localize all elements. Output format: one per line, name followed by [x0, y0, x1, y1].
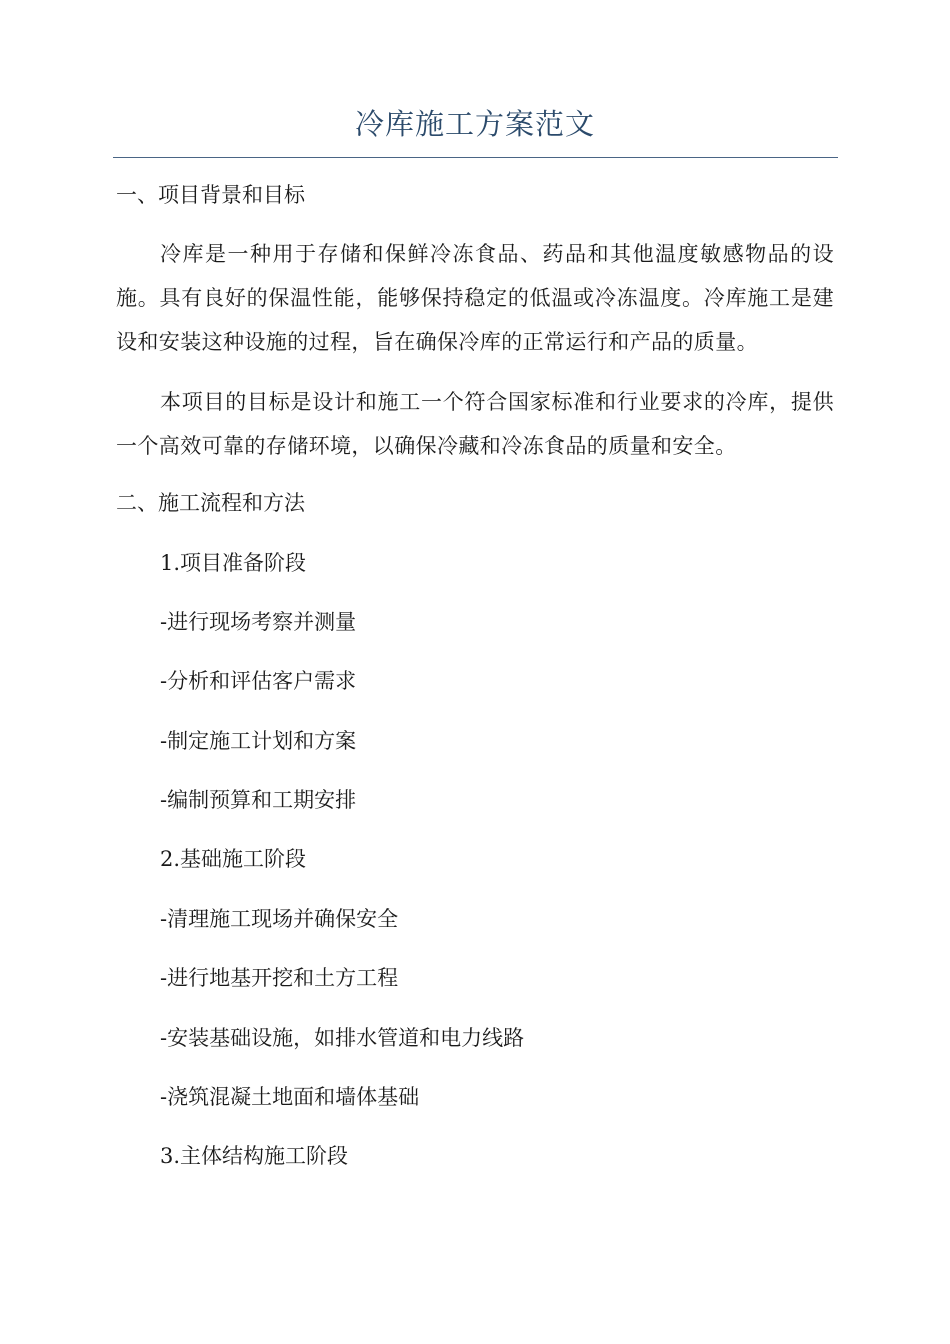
paragraph-background: 冷库是一种用于存储和保鲜冷冻食品、药品和其他温度敏感物品的设施。具有良好的保温性能，能够保持稳定的低温或冷冻温度。冷库施工是建设和安装这种设施的过程，旨在确保冷库的正常运行和产品的质量。: [116, 242, 834, 354]
title-divider: [113, 157, 838, 158]
list-item: -编制预算和工期安排: [160, 788, 357, 812]
stage-heading-2: 2.基础施工阶段: [160, 847, 307, 871]
list-item: -进行现场考察并测量: [160, 610, 357, 634]
list-item: -进行地基开挖和土方工程: [160, 966, 399, 990]
stage-heading-3: 3.主体结构施工阶段: [160, 1144, 349, 1168]
list-item: -安装基础设施，如排水管道和电力线路: [160, 1026, 525, 1050]
page-title: 冷库施工方案范文: [354, 107, 595, 141]
list-item: -分析和评估客户需求: [160, 669, 357, 693]
list-item: -清理施工现场并确保安全: [160, 907, 399, 931]
list-item: -制定施工计划和方案: [160, 729, 357, 753]
list-item: -浇筑混凝土地面和墙体基础: [160, 1085, 420, 1109]
paragraph-goal: 本项目的目标是设计和施工一个符合国家标准和行业要求的冷库，提供一个高效可靠的存储环境，以确保冷藏和冷冻食品的质量和安全。: [116, 390, 834, 458]
stage-heading-1: 1.项目准备阶段: [160, 551, 307, 575]
section-heading-1: 一、项目背景和目标: [116, 183, 305, 207]
section-heading-2: 二、施工流程和方法: [116, 491, 305, 515]
